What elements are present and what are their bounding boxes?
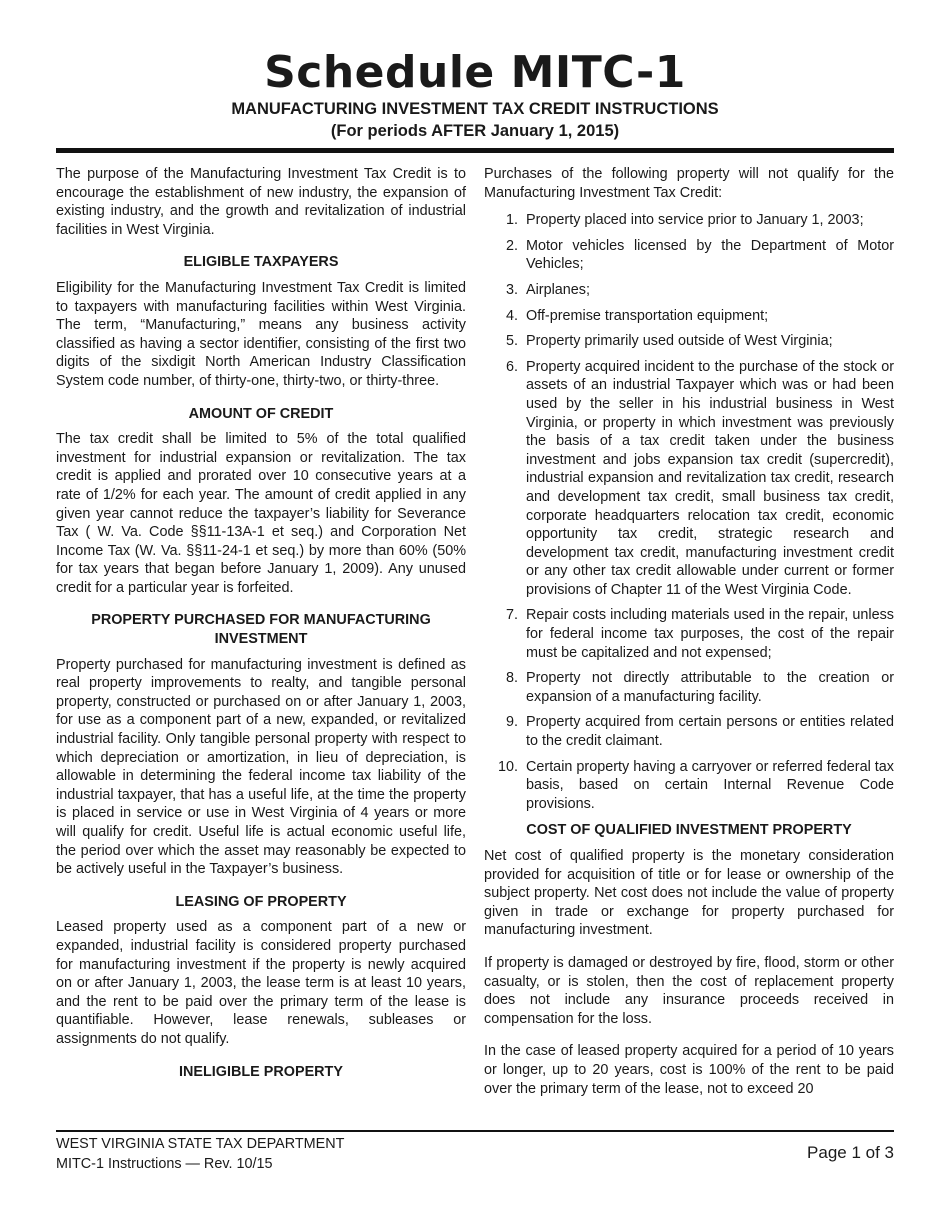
list-item [484,237,894,274]
list-item [484,307,894,326]
list-item-number: 2. [505,237,518,254]
list-item [484,669,894,706]
ineligible-property-heading: INELIGIBLE PROPERTY [179,1063,343,1080]
document-period: (For periods AFTER January 1, 2015) [330,122,620,140]
leasing-heading: LEASING OF PROPERTY [175,893,347,910]
list-item-number: 3. [505,281,518,298]
list-item-number: 6. [505,358,518,375]
list-item-text: Property acquired from certain persons or entities related to the credit claimant. [526,714,894,750]
list-item [484,332,894,351]
list-item-text: Property not directly attributable to the creation or expansion of a manufacturing facility. [526,670,894,705]
cost-paragraph-1: Net cost of qualified property is the monetary consideration provided for acquisition of title or for lease or ownership of the subject property. Net cost does not include the value of property given in trade or exchange for property purchased for manufacturing investment. [484,848,894,939]
nonqualifying-list [484,211,894,813]
eligible-taxpayers-heading: ELIGIBLE TAXPAYERS [183,254,339,271]
list-item-number: 5. [505,333,518,350]
cost-paragraph-2: If property is damaged or destroyed by fire, flood, storm or other casualty, or is stolen, then the cost of replacement property does not include any insurance proceeds received in compensation for the loss. [484,954,894,1027]
list-item-number: 1. [505,212,518,229]
property-purchased-paragraph: Property purchased for manufacturing investment is defined as real property improvements to realty, and tangible personal property, constructed or purchased on or after January 1, 2003, for use as a component part of a new, expanded, or revitalized industrial facility. Only tangible personal property with respect to which depreciation or amortization, in lieu of depreciation, is allowable in determining the federal income tax liability of the industrial taxpayer, that has a useful life, at the time the property is placed in service or use in West Virginia of 4 years or more will qualify for credit. Useful life is actual economic useful life, the period over which the asset may reasonably be expected to be actively useful in the Taxpayer’s business. [56,656,466,878]
list-item [484,758,894,814]
list-item [484,211,894,230]
footer-info [56,1134,344,1174]
cost-of-qualified-investment-heading: COST OF QUALIFIED INVESTMENT PROPERTY [526,822,852,839]
list-item-text: Property primarily used outside of West Virginia; [526,333,833,350]
list-item-text: Property placed into service prior to January 1, 2003; [526,212,864,229]
leasing-paragraph: Leased property used as a component part of a new or expanded, industrial facility is considered property purchased for manufacturing investment if the property is newly acquired on or after January 1, 2003, the lease term is at least 10 years, and the rent to be paid over the primary term of the lease is quantifiable. However, lease renewals, subleases or assignments do not qualify. [56,919,466,1047]
property-purchased-heading: PROPERTY PURCHASED FOR MANUFACTURING INVESTMENT [91,612,431,648]
intro-paragraph: The purpose of the Manufacturing Investment Tax Credit is to encourage the establishment of new industry, the expansion of existing industry, and the growth and revitalization of industrial facilities in West Virginia. [56,166,466,238]
amount-of-credit-paragraph: The tax credit shall be limited to 5% of the total qualified investment for industrial expansion or revitalization. The tax credit is applied and prorated over 10 consecutive years at a rate of 1/2% for each year. The amount of credit applied in any given year cannot reduce the taxpayer’s liability for Severance Tax ( W. Va. Code §§11-13A-1 et seq.) and Corporation Net Income Tax (W. Va. §§11-24-1 et seq.) by more than 60% (50% for tax years that began before January 1, 2009). Any unused credit for a particular year is forfeited. [56,431,466,596]
left-column [56,165,466,1088]
right-column [484,165,894,1112]
list-item-number: 7. [505,607,518,624]
footer-form-revision: MITC-1 Instructions — Rev. 10/15 [56,1156,273,1172]
nonqualifying-intro: Purchases of the following property will not qualify for the Manufacturing Investment Tax Credit: [484,166,894,201]
list-item-text: Off-premise transportation equipment; [526,307,769,324]
list-item [484,606,894,662]
list-item-text: Property acquired incident to the purchase of the stock or assets of an industrial Taxpayer which was or had been used by the seller in his industrial business in West Virginia, or property in which investment was previously the basis of a tax credit taken under the business investment and jobs expansion tax credit (supercredit), industrial expansion and revitalization tax credit, research and development tax credit, small business tax credit, corporate headquarters relocation tax credit, economic opportunity tax credit, strategic research and development tax credit, manufacturing investment credit or any other tax credit allowable under current or former provisions of Chapter 11 of the West Virginia Code. [526,358,894,598]
list-item [484,281,894,300]
list-item-number: 9. [505,714,518,731]
page-number: Page 1 of 3 [807,1143,894,1162]
cost-paragraph-3: In the case of leased property acquired for a period of 10 years or longer, up to 20 years, cost is 100% of the rent to be paid over the primary term of the lease, not to exceed 20 [484,1043,894,1097]
list-item-number: 10. [497,758,518,775]
list-item [484,713,894,750]
amount-of-credit-heading: AMOUNT OF CREDIT [188,405,334,422]
footer-agency: WEST VIRGINIA STATE TAX DEPARTMENT [56,1136,345,1152]
list-item-text: Airplanes; [526,281,590,298]
list-item-text: Motor vehicles licensed by the Department of Motor Vehicles; [526,237,894,273]
list-item-text: Repair costs including materials used in the repair, unless for federal income tax purposes, the cost of the repair must be capitalized and not expensed; [526,607,894,661]
document-title: Schedule MITC-1 [264,47,686,98]
eligible-taxpayers-paragraph: Eligibility for the Manufacturing Investment Tax Credit is limited to taxpayers with manufacturing facilities within West Virginia. The term, “Manufacturing,” means any business activity classified as having a sector identifier, consisting of the first two digits of the sixdigit North American Industry Classification System code number, of thirty-one, thirty-two, or thirty-three. [56,279,466,389]
list-item [484,358,894,600]
list-item-number: 8. [505,670,518,687]
list-item-number: 4. [505,307,518,324]
header-divider [56,148,894,153]
list-item-text: Certain property having a carryover or referred federal tax basis, based on certain Internal Revenue Code provisions. [526,758,894,812]
document-subtitle: MANUFACTURING INVESTMENT TAX CREDIT INSTRUCTIONS [231,100,719,118]
document-header [56,48,894,142]
footer-divider [56,1130,894,1132]
